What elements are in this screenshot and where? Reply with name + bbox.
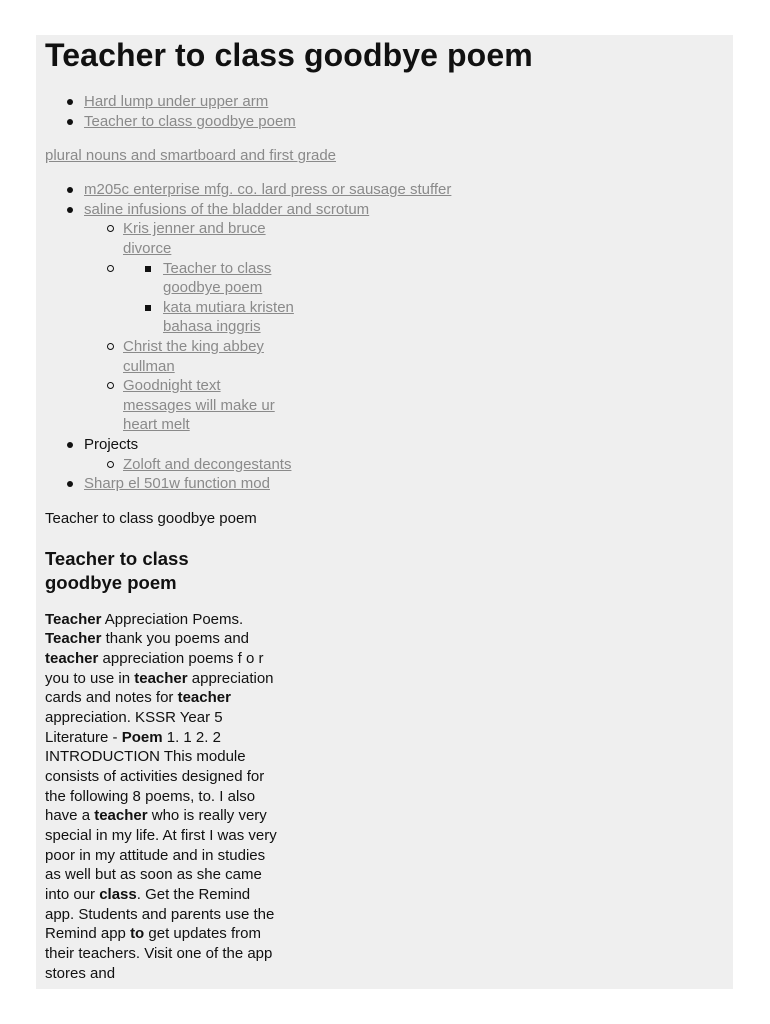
bold-keyword: teacher [177,689,231,707]
article-text: who is really very special in my life. At first I was very poor in my attitude and in studies as well but as soon as she came into our [45,807,277,903]
menu-item [45,200,733,435]
nested-submenu [123,259,733,337]
submenu [84,219,733,435]
link-m205c-enterprise[interactable]: m205c enterprise mfg. co. lard press or sausage stuffer [84,181,452,199]
bold-keyword: teacher [45,650,99,667]
bold-keyword: Teacher [45,610,102,628]
top-links-list [45,92,733,131]
article-heading: Teacher to class goodbye poem [45,547,189,593]
projects-submenu [84,455,733,475]
link-christ-the-king[interactable]: Christ the king abbey cullman [123,337,264,375]
article-text: . Get the Remind app. Students and parents use the Remind app [45,885,275,943]
link-sharp-el-501w[interactable]: Sharp el 501w function mod [84,475,270,493]
submenu-item [84,455,733,475]
link-kris-jenner[interactable]: Kris jenner and bruce divorce [123,220,266,257]
bold-keyword: teacher [134,669,188,687]
projects-label: Projects [84,435,139,453]
menu-item [45,180,733,200]
link-teacher-class-goodbye[interactable]: Teacher to class goodbye poem [163,259,272,297]
bold-keyword: Teacher [45,630,102,648]
link-hard-lump[interactable]: Hard lump under upper arm [84,93,269,110]
menu-item [45,474,733,494]
bold-keyword: teacher [94,807,148,825]
content-inner [36,35,733,983]
page-title: Teacher to class goodbye poem [45,37,533,73]
link-saline-infusions[interactable]: saline infusions of the bladder and scrotum [84,200,370,218]
link-kata-mutiara[interactable]: kata mutiara kristen bahasa inggris [163,298,294,336]
submenu-item [84,259,733,337]
list-item [45,112,733,132]
link-goodnight-text[interactable]: Goodnight text messages will make ur heart melt [123,377,275,434]
link-zoloft[interactable]: Zoloft and decongestants [123,455,292,473]
bold-keyword: Poem [121,728,163,746]
article-text: appreciation. KSSR Year 5 Literature - [45,708,223,746]
page-content [36,35,733,989]
bold-keyword: to [130,925,145,943]
main-menu [45,180,733,494]
menu-item-projects [45,435,733,474]
article-text: appreciation poems f o r you to use in [45,650,264,687]
submenu-item [84,219,733,258]
nested-item [123,259,733,298]
article-text: 1. 1 2. 2 INTRODUCTION This module consists of activities designed for the following 8 poems, to. I also have a [45,728,265,825]
article-text: appreciation cards and notes for [45,669,274,707]
article-text: Appreciation Poems. [101,610,244,628]
article-text: get updates from their teachers. Visit one of the app stores and [45,925,273,982]
submenu-item [84,337,733,376]
plain-title-line: Teacher to class goodbye poem [45,509,257,527]
article-text: thank you poems and [101,630,250,648]
link-plural-nouns[interactable]: plural nouns and smartboard and first grade [45,147,337,165]
submenu-item [84,376,733,435]
bold-keyword: class [99,885,137,903]
tag-link-row [45,146,733,166]
article-body [45,610,277,983]
list-item [45,92,733,112]
link-teacher-goodbye-poem[interactable]: Teacher to class goodbye poem [84,112,296,130]
nested-item [123,298,733,337]
